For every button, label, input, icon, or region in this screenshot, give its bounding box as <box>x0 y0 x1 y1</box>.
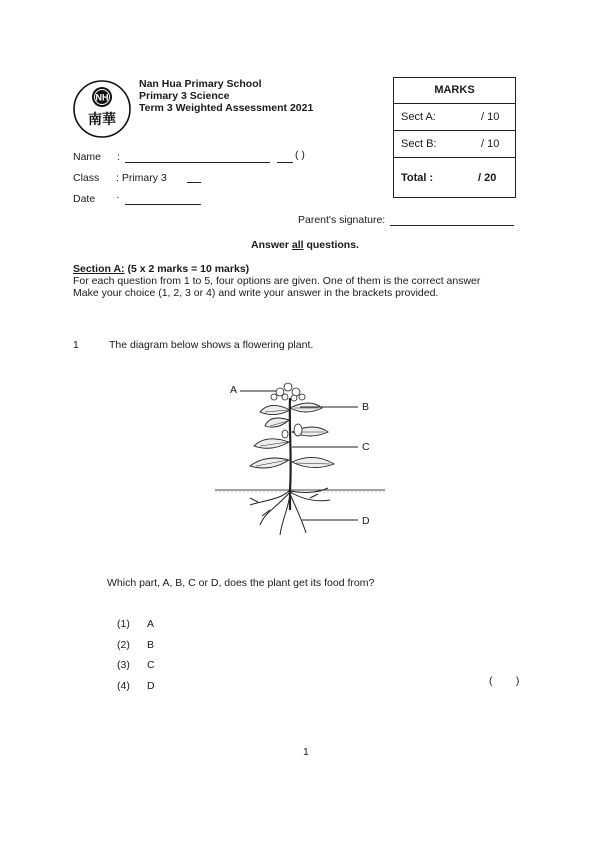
option-number: (4) <box>117 680 130 692</box>
marks-box <box>393 77 516 198</box>
instruction-line-2: Make your choice (1, 2, 3 or 4) and write your answer in the brackets provided. <box>73 287 439 299</box>
marks-row-total <box>394 157 515 195</box>
diagram-label-c: C <box>362 441 370 453</box>
flower <box>271 383 305 401</box>
instruction-line-1: For each question from 1 to 5, four options are given. One of them is the correct answer <box>73 275 481 287</box>
subject-title: Primary 3 Science <box>139 90 230 102</box>
name-colon: : <box>117 151 120 163</box>
page-number: 1 <box>303 746 309 758</box>
class-value: : Primary 3 <box>116 172 167 184</box>
question-prompt: Which part, A, B, C or D, does the plant get its food from? <box>107 577 375 589</box>
name-field-line[interactable] <box>125 162 270 163</box>
answer-bracket[interactable]: ( ) <box>489 675 520 687</box>
school-header <box>139 78 313 114</box>
marks-row-sect-b <box>394 130 515 158</box>
section-marks: (5 x 2 marks = 10 marks) <box>124 263 250 275</box>
marks-value: / 20 <box>478 172 497 184</box>
option-number: (2) <box>117 639 130 651</box>
assessment-title: Term 3 Weighted Assessment 2021 <box>139 102 314 114</box>
marks-title: MARKS <box>434 84 475 96</box>
name-field-line-short <box>277 162 293 163</box>
diagram-label-b: B <box>362 401 370 413</box>
option-text: C <box>147 659 155 671</box>
diagram-label-d: D <box>362 515 370 527</box>
section-title: Section A: <box>73 263 125 275</box>
parent-signature-line[interactable] <box>390 225 514 226</box>
marks-label: Sect A: <box>401 111 436 123</box>
school-logo <box>72 79 132 139</box>
option-text: D <box>147 680 155 692</box>
date-field-line[interactable] <box>125 204 201 205</box>
option-text: B <box>147 639 155 651</box>
answer-all-emphasis: all <box>291 239 304 251</box>
class-label: Class <box>73 172 100 184</box>
diagram-label-a: A <box>230 384 238 396</box>
option-text: A <box>147 618 155 630</box>
marks-title-row <box>394 78 515 104</box>
question-stem: The diagram below shows a flowering plant. <box>109 339 314 351</box>
marks-value: / 10 <box>481 138 500 150</box>
question-number: 1 <box>73 339 79 351</box>
register-number-bracket[interactable]: ( ) <box>295 149 305 161</box>
option-number: (1) <box>117 618 130 630</box>
school-name: Nan Hua Primary School <box>139 78 262 90</box>
option-number: (3) <box>117 659 130 671</box>
name-label: Name <box>73 151 102 163</box>
date-colon: · <box>116 191 120 203</box>
class-field-line[interactable] <box>187 182 201 183</box>
section-heading <box>73 263 249 275</box>
svg-text:NH: NH <box>95 92 109 103</box>
marks-label: Total : <box>401 172 434 184</box>
parent-signature-label: Parent's signature: <box>298 214 386 226</box>
marks-label: Sect B: <box>401 138 437 150</box>
svg-text:南華: 南華 <box>88 112 116 128</box>
marks-value: / 10 <box>481 111 500 123</box>
answer-all-instruction: Answer all questions. <box>251 239 359 251</box>
date-label: Date <box>73 193 96 205</box>
marks-row-sect-a <box>394 103 515 131</box>
